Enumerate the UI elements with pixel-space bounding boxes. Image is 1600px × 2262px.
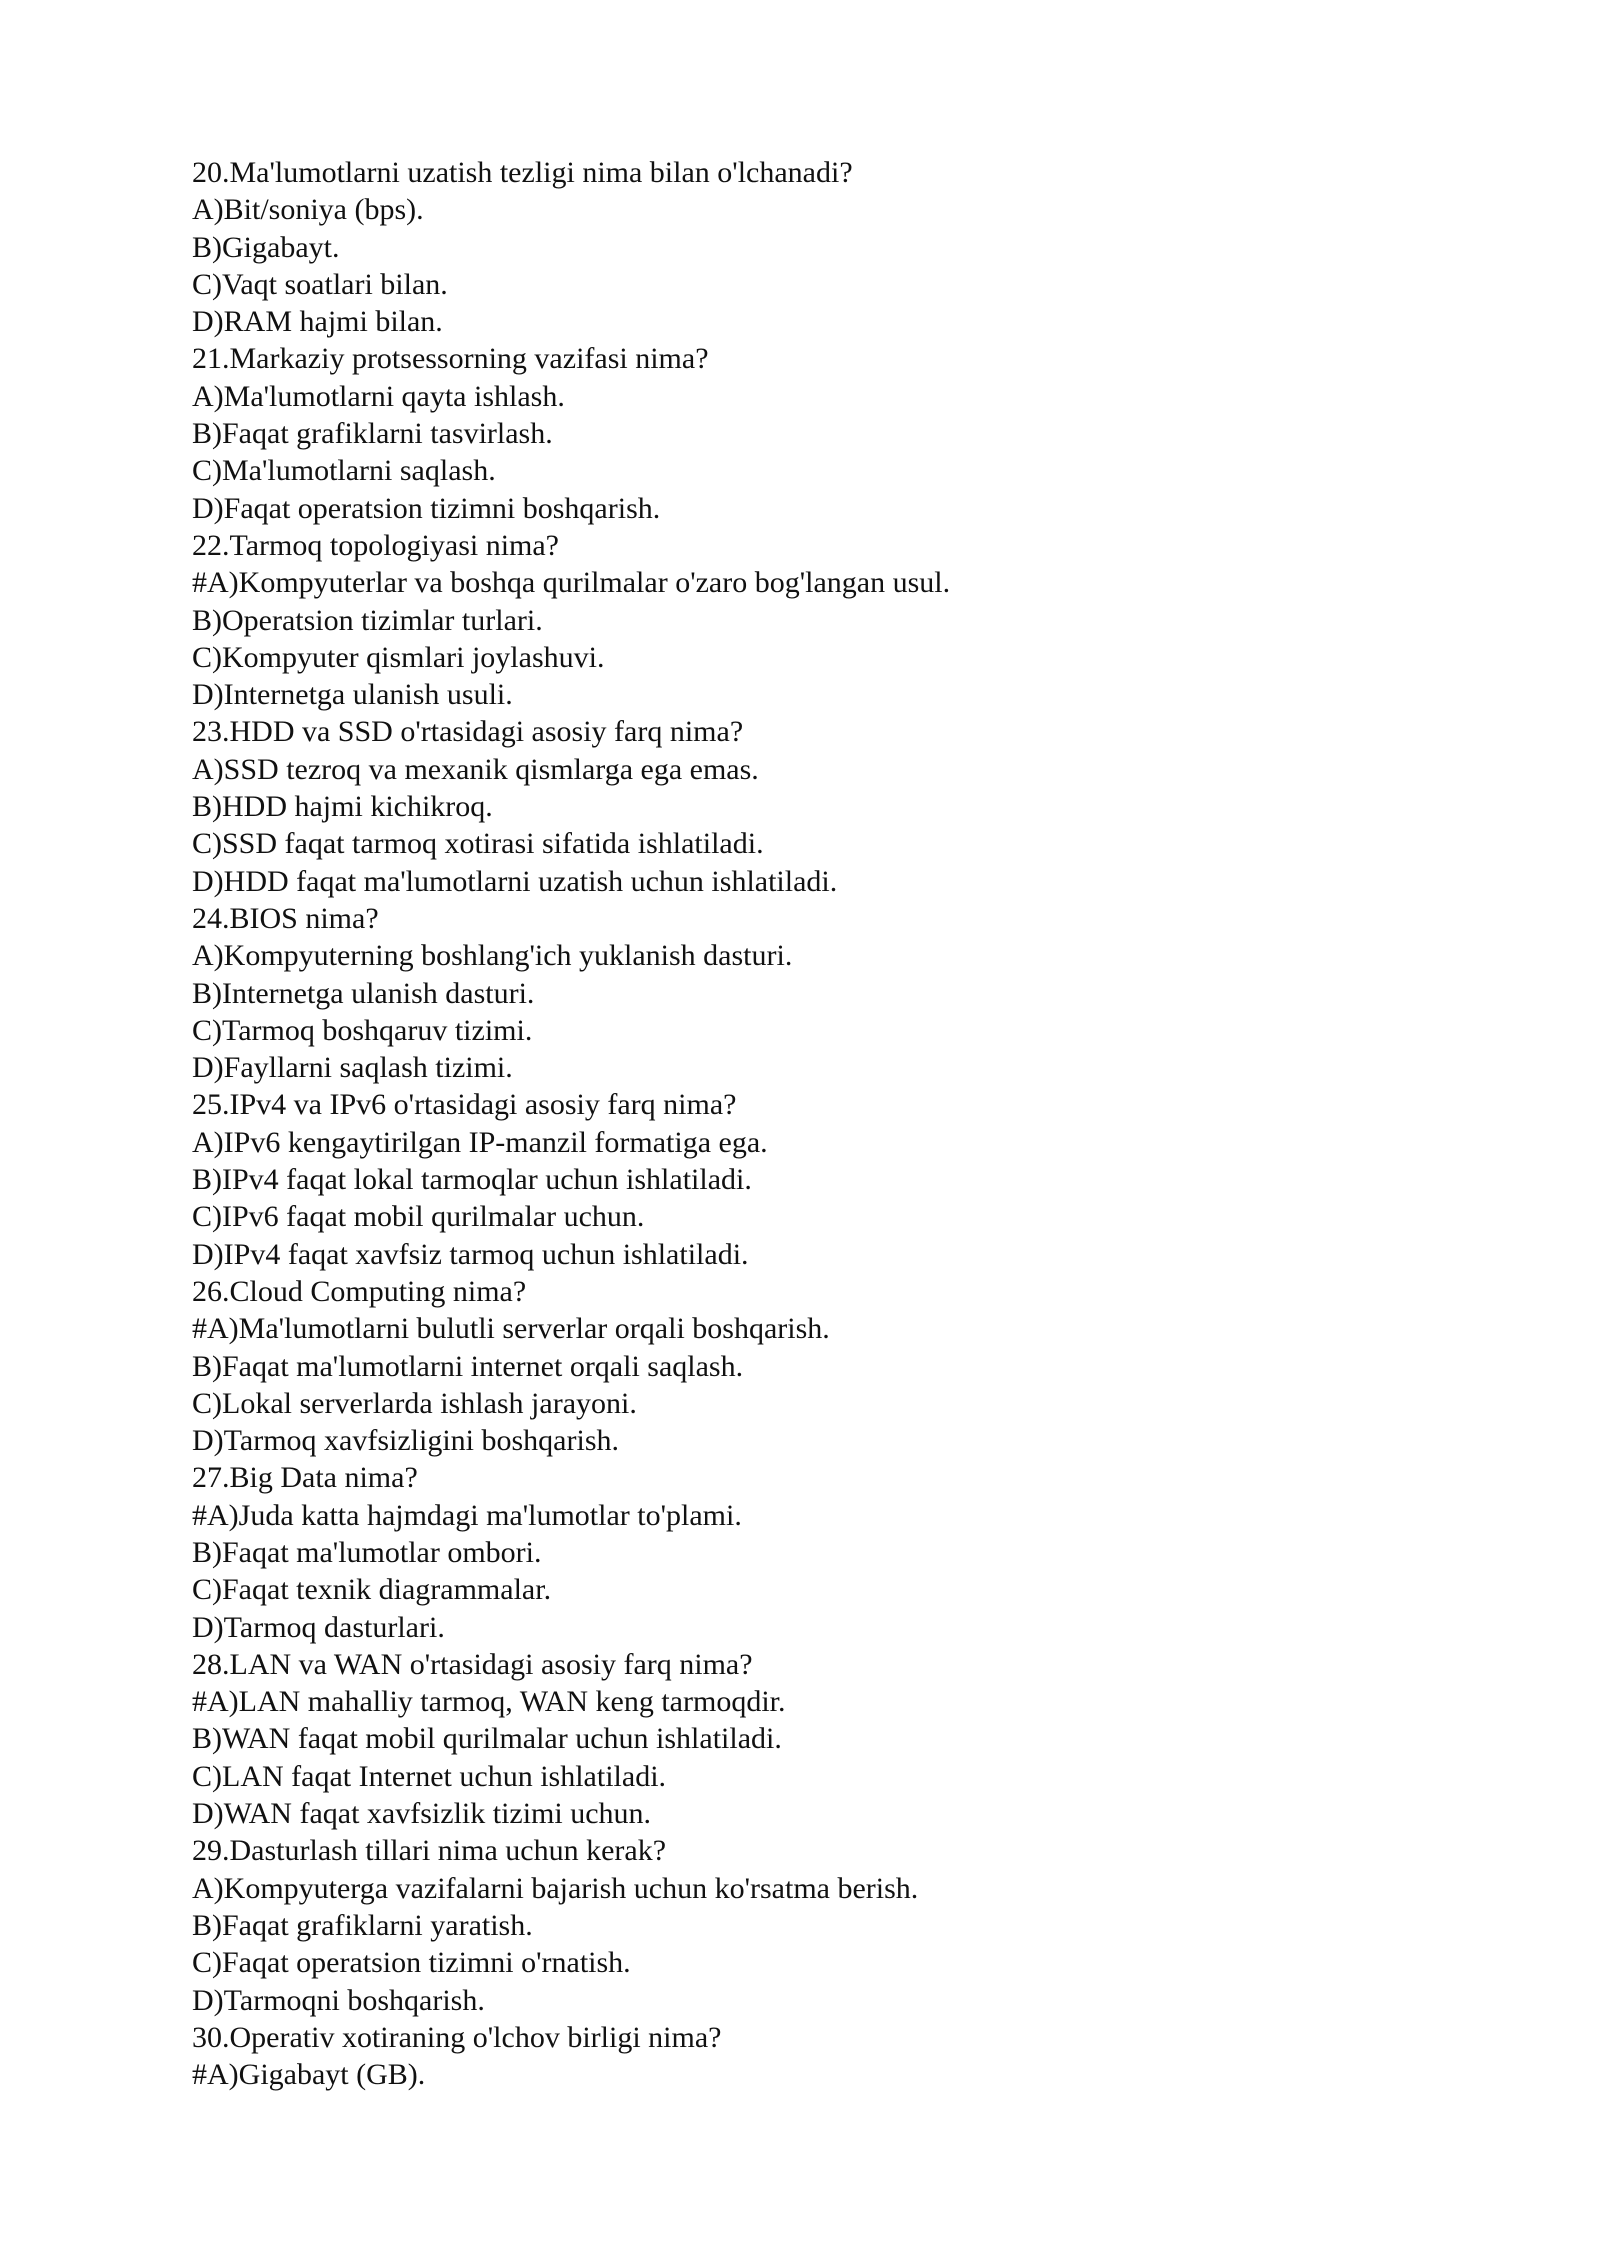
text-line: C)Vaqt soatlari bilan.	[192, 267, 448, 301]
text-line: D)WAN faqat xavfsizlik tizimi uchun.	[192, 1797, 652, 1831]
text-line: A)Ma'lumotlarni qayta ishlash.	[192, 379, 565, 413]
text-line: A)Kompyuterga vazifalarni bajarish uchun ko'rsatma berish.	[192, 1871, 919, 1905]
text-line: C)Faqat texnik diagrammalar.	[192, 1573, 552, 1607]
text-line: C)Lokal serverlarda ishlash jarayoni.	[192, 1386, 637, 1420]
text-line: C)Faqat operatsion tizimni o'rnatish.	[192, 1946, 631, 1980]
text-line: A)IPv6 kengaytirilgan IP-manzil formatiga ega.	[192, 1125, 768, 1159]
text-line: B)Operatsion tizimlar turlari.	[192, 603, 543, 637]
text-line: D)HDD faqat ma'lumotlarni uzatish uchun ishlatiladi.	[192, 864, 838, 898]
text-line: D)Tarmoq dasturlari.	[192, 1610, 445, 1644]
text-line: 30.Operativ xotiraning o'lchov birligi nima?	[192, 2020, 722, 2054]
text-line: B)Gigabayt.	[192, 230, 340, 264]
text-line: B)WAN faqat mobil qurilmalar uchun ishlatiladi.	[192, 1722, 782, 1756]
text-line: D)Tarmoq xavfsizligini boshqarish.	[192, 1424, 619, 1458]
text-line: A)SSD tezroq va mexanik qismlarga ega emas.	[192, 752, 759, 786]
text-line: B)Faqat ma'lumotlar ombori.	[192, 1535, 542, 1569]
text-line: C)LAN faqat Internet uchun ishlatiladi.	[192, 1759, 667, 1793]
text-line: 23.HDD va SSD o'rtasidagi asosiy farq nima?	[192, 715, 744, 749]
text-line: D)IPv4 faqat xavfsiz tarmoq uchun ishlatiladi.	[192, 1237, 749, 1271]
text-line: #A)Gigabayt (GB).	[192, 2058, 426, 2092]
text-line: B)IPv4 faqat lokal tarmoqlar uchun ishlatiladi.	[192, 1163, 752, 1197]
text-line: B)Faqat ma'lumotlarni internet orqali saqlash.	[192, 1349, 744, 1383]
text-line: #A)Juda katta hajmdagi ma'lumotlar to'plami.	[192, 1498, 742, 1532]
text-line: A)Kompyuterning boshlang'ich yuklanish dasturi.	[192, 939, 793, 973]
text-line: D)Faqat operatsion tizimni boshqarish.	[192, 491, 661, 525]
text-line: D)Tarmoqni boshqarish.	[192, 1983, 485, 2017]
text-line: 28.LAN va WAN o'rtasidagi asosiy farq nima?	[192, 1647, 753, 1681]
text-line: 27.Big Data nima?	[192, 1461, 418, 1495]
text-line: #A)Ma'lumotlarni bulutli serverlar orqali boshqarish.	[192, 1312, 830, 1346]
text-line: B)Faqat grafiklarni tasvirlash.	[192, 417, 553, 451]
text-line: 25.IPv4 va IPv6 o'rtasidagi asosiy farq nima?	[192, 1088, 737, 1122]
text-line: D)RAM hajmi bilan.	[192, 305, 443, 339]
text-line: 26.Cloud Computing nima?	[192, 1274, 527, 1308]
text-line: 24.BIOS nima?	[192, 901, 379, 935]
text-line: C)Kompyuter qismlari joylashuvi.	[192, 640, 605, 674]
text-line: 22.Tarmoq topologiyasi nima?	[192, 528, 560, 562]
text-line: B)Internetga ulanish dasturi.	[192, 976, 535, 1010]
text-line: B)HDD hajmi kichikroq.	[192, 790, 493, 824]
text-line: C)Ma'lumotlarni saqlash.	[192, 454, 496, 488]
text-line: B)Faqat grafiklarni yaratish.	[192, 1908, 533, 1942]
quiz-text	[192, 154, 1492, 2093]
text-line: #A)Kompyuterlar va boshqa qurilmalar o'zaro bog'langan usul.	[192, 566, 951, 600]
text-line: 29.Dasturlash tillari nima uchun kerak?	[192, 1834, 667, 1868]
text-line: D)Fayllarni saqlash tizimi.	[192, 1051, 513, 1085]
text-line: #A)LAN mahalliy tarmoq, WAN keng tarmoqdir.	[192, 1685, 786, 1719]
text-line: C)IPv6 faqat mobil qurilmalar uchun.	[192, 1200, 645, 1234]
text-line: C)Tarmoq boshqaruv tizimi.	[192, 1013, 533, 1047]
text-line: 21.Markaziy protsessorning vazifasi nima?	[192, 342, 709, 376]
text-line: C)SSD faqat tarmoq xotirasi sifatida ishlatiladi.	[192, 827, 764, 861]
text-line: D)Internetga ulanish usuli.	[192, 678, 513, 712]
text-line: A)Bit/soniya (bps).	[192, 193, 424, 227]
text-line: 20.Ma'lumotlarni uzatish tezligi nima bilan o'lchanadi?	[192, 156, 853, 189]
